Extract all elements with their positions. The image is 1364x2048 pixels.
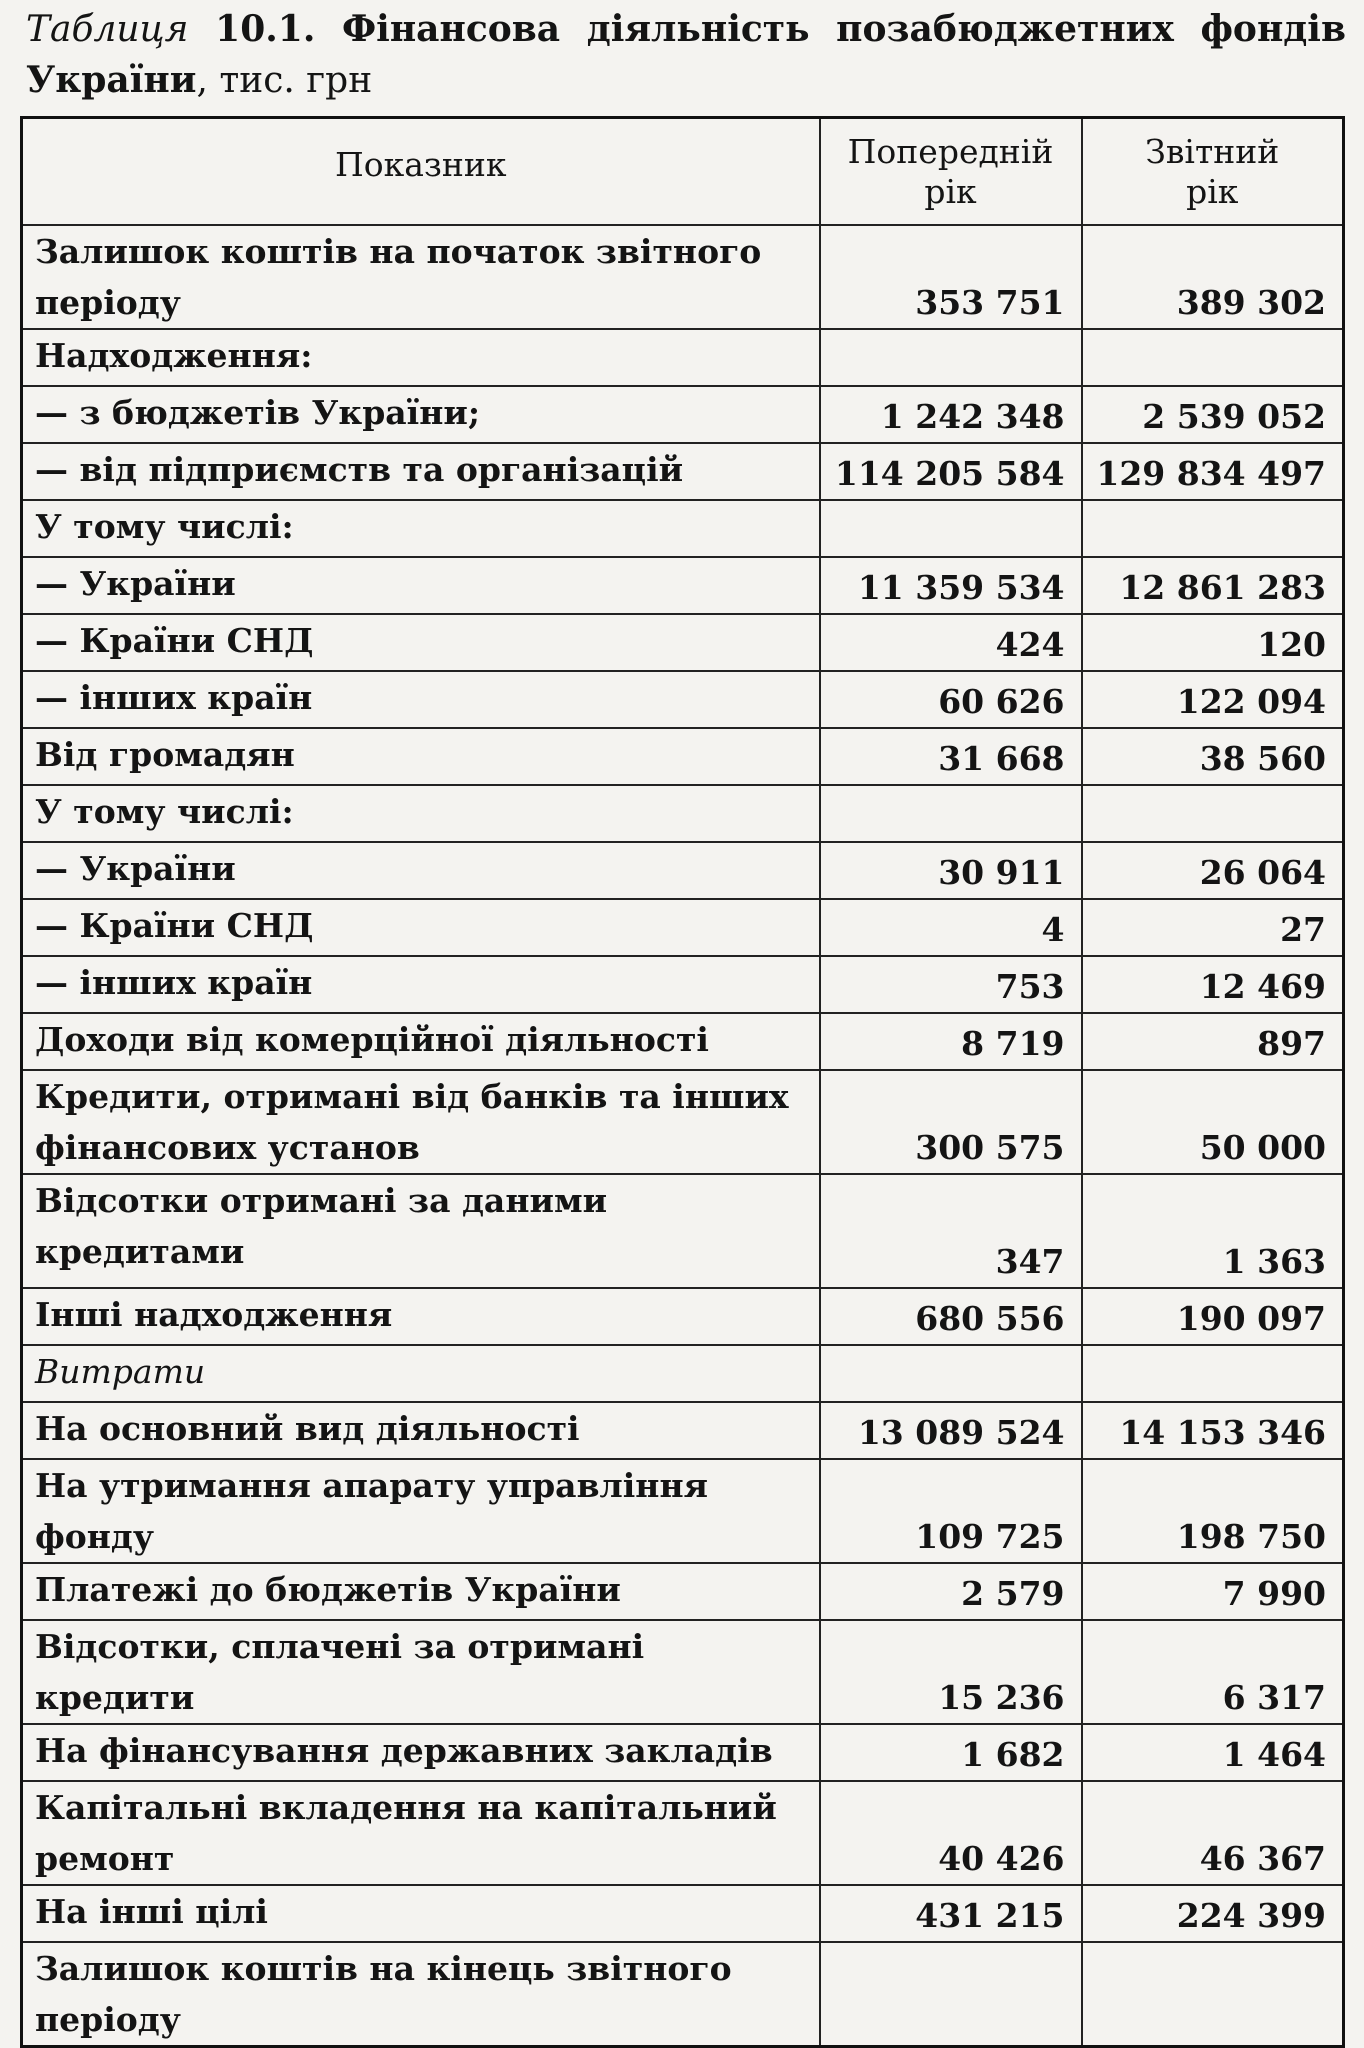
row-label: Залишок коштів на початок звітного періоду — [22, 225, 820, 329]
value-reporting-year: 224 399 — [1082, 1885, 1344, 1942]
value-reporting-year: 7 990 — [1082, 1563, 1344, 1620]
value-reporting-year: 14 153 346 — [1082, 1402, 1344, 1459]
value-reporting-year: 6 317 — [1082, 1620, 1344, 1724]
value-previous-year: 424 — [820, 614, 1082, 671]
row-label: — України — [22, 557, 820, 614]
value-previous-year — [820, 1942, 1082, 2047]
value-reporting-year: 389 302 — [1082, 225, 1344, 329]
row-label: — з бюджетів України; — [22, 386, 820, 443]
table-row — [22, 1402, 1344, 1459]
table-row — [22, 1070, 1344, 1174]
value-reporting-year: 129 834 497 — [1082, 443, 1344, 500]
row-label: Капітальні вкладення на капітальний ремонт — [22, 1781, 820, 1885]
value-previous-year: 109 725 — [820, 1459, 1082, 1563]
value-previous-year — [820, 500, 1082, 557]
value-previous-year: 31 668 — [820, 728, 1082, 785]
value-reporting-year: 38 560 — [1082, 728, 1344, 785]
value-previous-year: 680 556 — [820, 1288, 1082, 1345]
value-previous-year: 300 575 — [820, 1070, 1082, 1174]
table-row — [22, 728, 1344, 785]
value-previous-year: 114 205 584 — [820, 443, 1082, 500]
header-reporting-year-text: Звітний рік — [1145, 131, 1280, 211]
financial-table — [20, 116, 1345, 2048]
row-label: Витрати — [22, 1345, 820, 1402]
table-row — [22, 785, 1344, 842]
value-previous-year: 753 — [820, 956, 1082, 1013]
value-reporting-year: 26 064 — [1082, 842, 1344, 899]
table-row — [22, 614, 1344, 671]
row-label: — інших країн — [22, 956, 820, 1013]
value-reporting-year: 12 469 — [1082, 956, 1344, 1013]
header-reporting-year — [1082, 118, 1344, 226]
table-row — [22, 225, 1344, 329]
row-label: Надходження: — [22, 329, 820, 386]
value-previous-year: 347 — [820, 1174, 1082, 1288]
table-row — [22, 557, 1344, 614]
row-label: Платежі до бюджетів України — [22, 1563, 820, 1620]
value-previous-year: 4 — [820, 899, 1082, 956]
table-row — [22, 386, 1344, 443]
value-previous-year: 30 911 — [820, 842, 1082, 899]
table-row — [22, 1724, 1344, 1781]
value-previous-year: 431 215 — [820, 1885, 1082, 1942]
table-row — [22, 500, 1344, 557]
value-reporting-year: 27 — [1082, 899, 1344, 956]
row-label: Кредити, отримані від банків та інших фінансових установ — [22, 1070, 820, 1174]
value-reporting-year: 1 464 — [1082, 1724, 1344, 1781]
row-label: Залишок коштів на кінець звітного періоду — [22, 1942, 820, 2047]
value-reporting-year — [1082, 1942, 1344, 2047]
row-label: — Країни СНД — [22, 614, 820, 671]
row-label: Відсотки, сплачені за отримані кредити — [22, 1620, 820, 1724]
value-previous-year: 1 242 348 — [820, 386, 1082, 443]
value-reporting-year: 12 861 283 — [1082, 557, 1344, 614]
header-previous-year-text: Попередній рік — [847, 131, 1054, 211]
value-reporting-year: 198 750 — [1082, 1459, 1344, 1563]
header-previous-year — [820, 118, 1082, 226]
value-previous-year: 13 089 524 — [820, 1402, 1082, 1459]
caption-title: 10.1. Фінансова діяльність позабюджетних фондів України — [26, 8, 1346, 101]
table-row — [22, 1563, 1344, 1620]
value-reporting-year: 122 094 — [1082, 671, 1344, 728]
value-previous-year — [820, 329, 1082, 386]
table-row — [22, 1885, 1344, 1942]
value-reporting-year: 2 539 052 — [1082, 386, 1344, 443]
table-row — [22, 1288, 1344, 1345]
table-row — [22, 956, 1344, 1013]
row-label: На фінансування державних закладів — [22, 1724, 820, 1781]
value-previous-year: 2 579 — [820, 1563, 1082, 1620]
row-label: На утримання апарату управління фонду — [22, 1459, 820, 1563]
caption-unit: , тис. грн — [196, 60, 373, 101]
table-row — [22, 1174, 1344, 1288]
table-row — [22, 842, 1344, 899]
value-reporting-year — [1082, 1345, 1344, 1402]
value-reporting-year: 50 000 — [1082, 1070, 1344, 1174]
row-label: — України — [22, 842, 820, 899]
row-label: — від підприємств та організацій — [22, 443, 820, 500]
table-row — [22, 1013, 1344, 1070]
table-row — [22, 1781, 1344, 1885]
table-row — [22, 1942, 1344, 2047]
value-reporting-year: 1 363 — [1082, 1174, 1344, 1288]
row-label: Від громадян — [22, 728, 820, 785]
value-reporting-year — [1082, 329, 1344, 386]
table-header-row — [22, 118, 1344, 226]
row-label: Відсотки отримані за даними кредитами — [22, 1174, 820, 1288]
row-label: На інші цілі — [22, 1885, 820, 1942]
table-row — [22, 899, 1344, 956]
value-previous-year: 60 626 — [820, 671, 1082, 728]
value-previous-year — [820, 1345, 1082, 1402]
table-row — [22, 329, 1344, 386]
value-previous-year: 1 682 — [820, 1724, 1082, 1781]
value-previous-year: 11 359 534 — [820, 557, 1082, 614]
value-previous-year — [820, 785, 1082, 842]
row-label: — інших країн — [22, 671, 820, 728]
row-label: Доходи від комерційної діяльності — [22, 1013, 820, 1070]
caption-table-word: Таблиця — [26, 9, 189, 50]
value-reporting-year — [1082, 500, 1344, 557]
table-caption — [26, 4, 1346, 106]
value-previous-year: 8 719 — [820, 1013, 1082, 1070]
table-row — [22, 1345, 1344, 1402]
row-label: Інші надходження — [22, 1288, 820, 1345]
value-reporting-year: 897 — [1082, 1013, 1344, 1070]
table-row — [22, 1620, 1344, 1724]
value-previous-year: 353 751 — [820, 225, 1082, 329]
value-reporting-year: 46 367 — [1082, 1781, 1344, 1885]
header-indicator: Показник — [22, 118, 820, 226]
value-previous-year: 15 236 — [820, 1620, 1082, 1724]
row-label: На основний вид діяльності — [22, 1402, 820, 1459]
row-label: У тому числі: — [22, 500, 820, 557]
row-label: — Країни СНД — [22, 899, 820, 956]
row-label: У тому числі: — [22, 785, 820, 842]
table-row — [22, 1459, 1344, 1563]
value-previous-year: 40 426 — [820, 1781, 1082, 1885]
value-reporting-year: 190 097 — [1082, 1288, 1344, 1345]
value-reporting-year: 120 — [1082, 614, 1344, 671]
table-row — [22, 443, 1344, 500]
table-row — [22, 671, 1344, 728]
table-body — [22, 225, 1344, 2047]
value-reporting-year — [1082, 785, 1344, 842]
